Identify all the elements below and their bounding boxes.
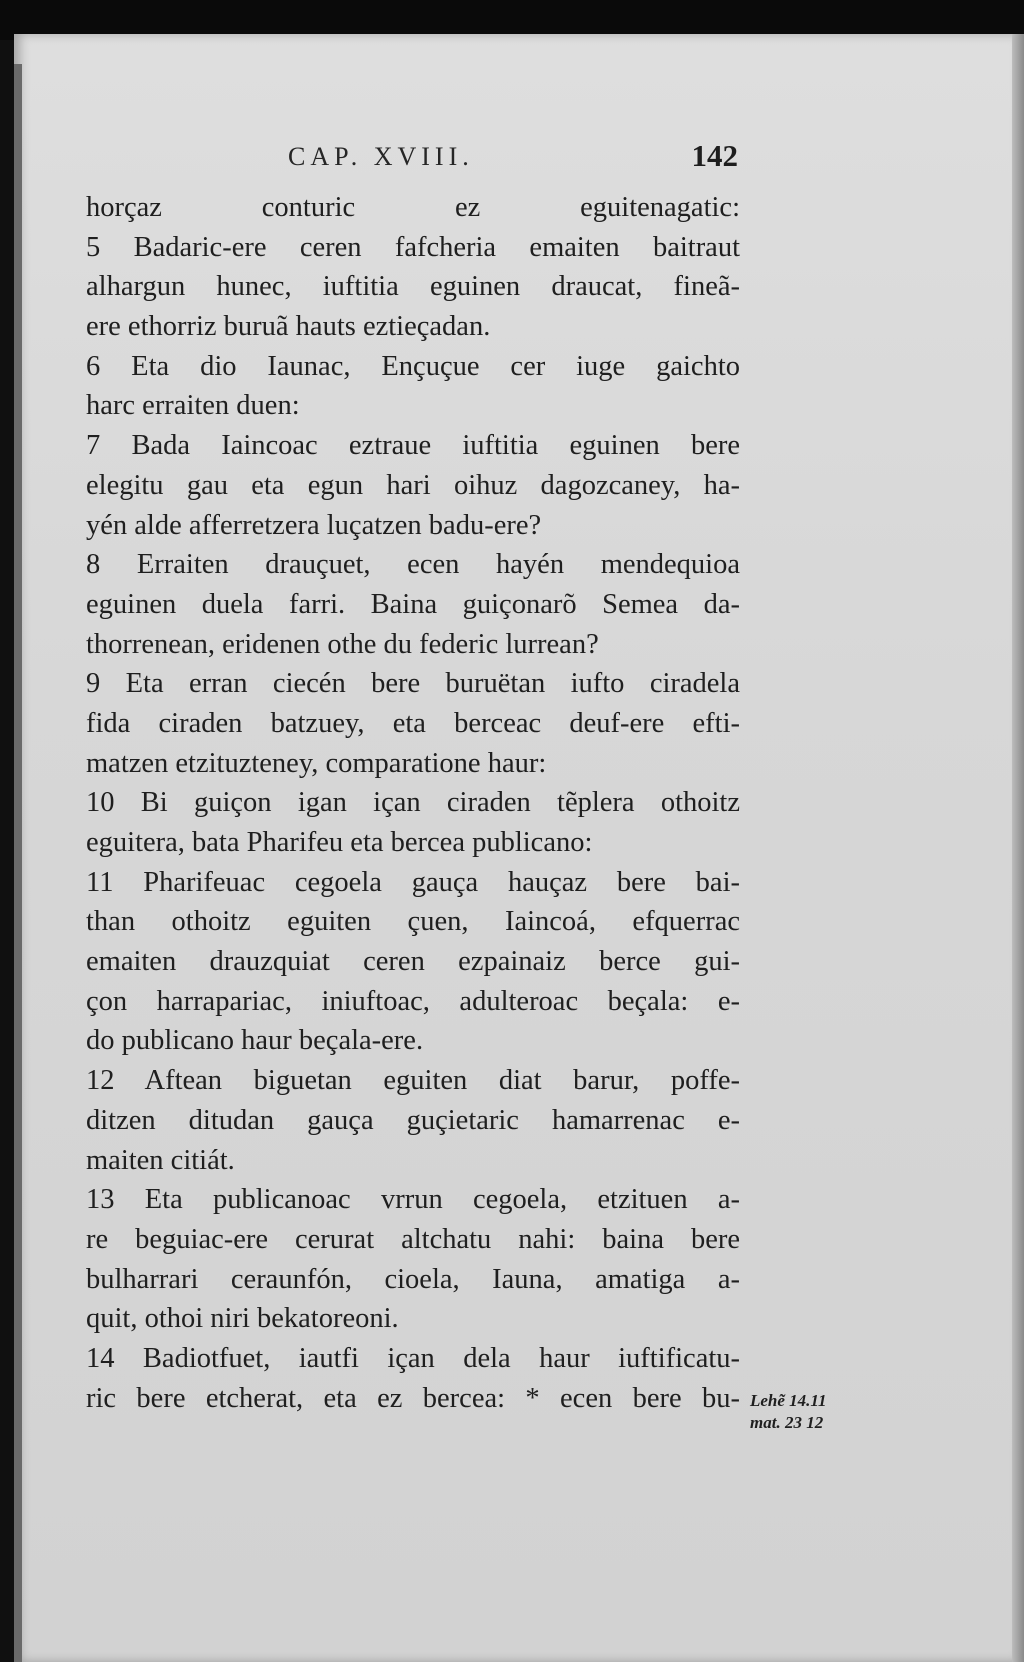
margin-reference-line: Lehẽ 14.11 <box>750 1391 827 1410</box>
text-line: çon harrapariac, iniuftoac, adulteroac beçala: e- <box>86 985 740 1017</box>
text-line: 11 Pharifeuac cegoela gauça hauçaz bere bai- <box>86 866 740 898</box>
text-line: 5 Badaric-ere ceren fafcheria emaiten baitraut <box>86 231 740 263</box>
text-line: elegitu gau eta egun hari oihuz dagozcaney, ha- <box>86 469 740 501</box>
text-line: eguinen duela farri. Baina guiçonarõ Semea da- <box>86 588 740 620</box>
text-line: horçaz conturic ez eguitenagatic: <box>86 192 740 223</box>
text-line: 7 Bada Iaincoac eztraue iuftitia eguinen bere <box>86 430 740 462</box>
page-number: 142 <box>691 138 738 173</box>
text-line: fida ciraden batzuey, eta berceac deuf-ere efti- <box>86 707 740 739</box>
text-line: bulharrari ceraunfón, cioela, Iauna, amatiga a- <box>86 1263 740 1295</box>
text-line: ere ethorriz buruã hauts eztieçadan. <box>86 311 491 343</box>
binding-shadow <box>14 64 22 1662</box>
margin-reference <box>750 1390 880 1434</box>
text-line: yén alde afferretzera luçatzen badu-ere? <box>86 509 542 541</box>
text-line: 12 Aftean biguetan eguiten diat barur, poffe- <box>86 1065 740 1097</box>
text-line: 13 Eta publicanoac vrrun cegoela, etzituen a- <box>86 1184 740 1216</box>
page-right-edge <box>1012 34 1024 1662</box>
body-text <box>86 188 740 1418</box>
text-line: 6 Eta dio Iaunac, Ençuçue cer iuge gaichto <box>86 350 740 382</box>
text-line: than othoitz eguiten çuen, Iaincoá, efquerrac <box>86 906 740 938</box>
text-line: alhargun hunec, iuftitia eguinen draucat, fineã- <box>86 271 740 303</box>
text-line: maiten citiát. <box>86 1144 235 1176</box>
text-line: 10 Bi guiçon igan içan ciraden tẽplera othoitz <box>86 787 740 819</box>
text-line: quit, othoi niri bekatoreoni. <box>86 1303 399 1335</box>
text-line: ditzen ditudan gauça guçietaric hamarrenac e- <box>86 1104 740 1136</box>
text-line: ric bere etcherat, eta ez bercea: * ecen bere bu- <box>86 1382 740 1414</box>
text-line: re beguiac-ere cerurat altchatu nahi: baina bere <box>86 1223 740 1255</box>
text-line: 8 Erraiten drauçuet, ecen hayén mendequioa <box>86 549 740 581</box>
text-line: emaiten drauzquiat ceren ezpainaiz berce gui- <box>86 946 740 978</box>
text-line: thorrenean, eridenen othe du federic lurrean? <box>86 628 599 660</box>
margin-reference-line: mat. 23 12 <box>750 1413 824 1432</box>
running-head: CAP. XVIII. <box>288 142 474 171</box>
page-header <box>288 138 738 178</box>
text-line: 9 Eta erran ciecén bere buruëtan iufto ciradela <box>86 668 740 700</box>
text-line: 14 Badiotfuet, iautfi içan dela haur iuftificatu- <box>86 1342 740 1374</box>
text-line: do publicano haur beçala-ere. <box>86 1025 424 1057</box>
text-line: matzen etzituzteney, comparatione haur: <box>86 747 547 779</box>
text-line: harc erraiten duen: <box>86 390 300 422</box>
text-line: eguitera, bata Pharifeu eta bercea publicano: <box>86 827 593 858</box>
